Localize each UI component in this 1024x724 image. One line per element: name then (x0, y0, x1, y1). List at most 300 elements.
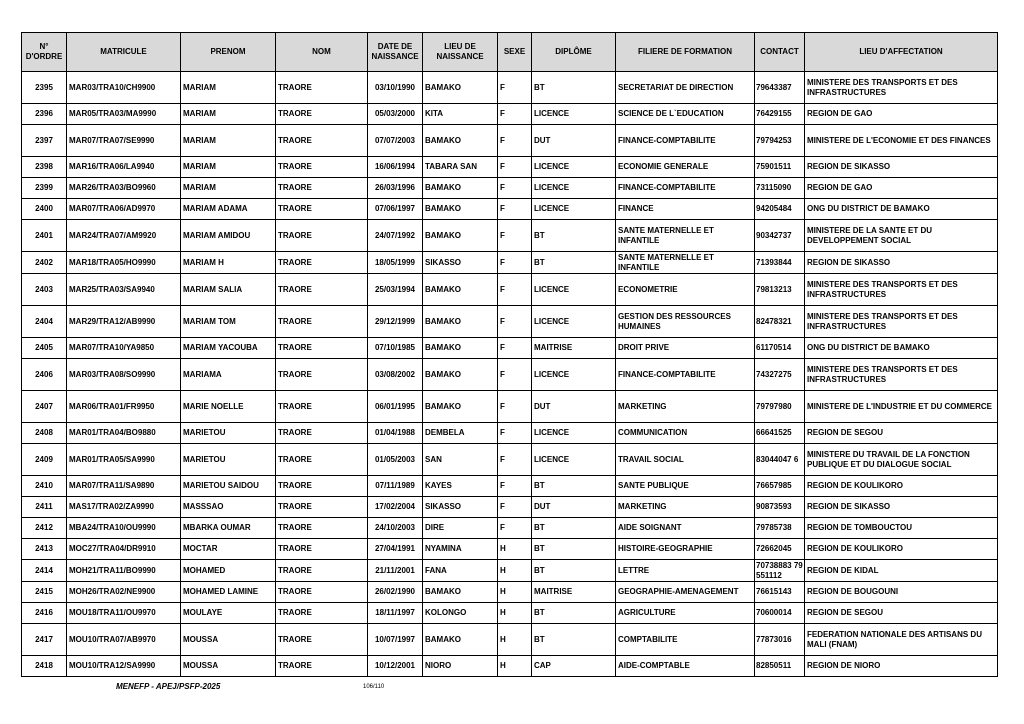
cell-prenom: MARIAM (181, 178, 276, 199)
cell-matricule: MOC27/TRA04/DR9910 (67, 539, 181, 560)
cell-lieu: BAMAKO (423, 306, 498, 338)
cell-nom: TRAORE (276, 603, 368, 624)
cell-filiere: TRAVAIL SOCIAL (616, 444, 755, 476)
cell-filiere: COMMUNICATION (616, 423, 755, 444)
cell-contact: 82478321 (755, 306, 805, 338)
cell-order: 2409 (22, 444, 67, 476)
cell-affectation: MINISTERE DES TRANSPORTS ET DES INFRASTRUCTURES (805, 306, 998, 338)
cell-sexe: H (498, 624, 532, 656)
cell-diplome: BT (532, 560, 616, 582)
cell-diplome: LICENCE (532, 444, 616, 476)
cell-matricule: MAR03/TRA10/CH9900 (67, 72, 181, 104)
cell-diplome: MAITRISE (532, 338, 616, 359)
cell-affectation: ONG DU DISTRICT DE BAMAKO (805, 199, 998, 220)
cell-nom: TRAORE (276, 444, 368, 476)
cell-date: 25/03/1994 (368, 274, 423, 306)
table-row (22, 560, 998, 582)
table-row (22, 274, 998, 306)
cell-date: 18/11/1997 (368, 603, 423, 624)
cell-affectation: REGION DE KOULIKORO (805, 476, 998, 497)
page-number: 106/110 (363, 684, 385, 690)
table-row (22, 306, 998, 338)
cell-prenom: MOUSSA (181, 656, 276, 677)
cell-affectation: REGION DE SEGOU (805, 603, 998, 624)
cell-prenom: MARIAM (181, 104, 276, 125)
cell-nom: TRAORE (276, 274, 368, 306)
cell-contact: 79785738 (755, 518, 805, 539)
cell-affectation: REGION DE SIKASSO (805, 157, 998, 178)
cell-sexe: F (498, 306, 532, 338)
cell-contact: 79797980 (755, 391, 805, 423)
cell-sexe: F (498, 497, 532, 518)
table-row (22, 444, 998, 476)
cell-date: 27/04/1991 (368, 539, 423, 560)
cell-order: 2396 (22, 104, 67, 125)
cell-affectation: REGION DE NIORO (805, 656, 998, 677)
table-row (22, 518, 998, 539)
cell-date: 01/04/1988 (368, 423, 423, 444)
table-row (22, 338, 998, 359)
cell-nom: TRAORE (276, 252, 368, 274)
cell-order: 2406 (22, 359, 67, 391)
cell-affectation: REGION DE BOUGOUNI (805, 582, 998, 603)
cell-affectation: REGION DE SIKASSO (805, 252, 998, 274)
cell-contact: 72662045 (755, 539, 805, 560)
cell-order: 2405 (22, 338, 67, 359)
cell-filiere: LETTRE (616, 560, 755, 582)
cell-diplome: DUT (532, 497, 616, 518)
cell-date: 10/07/1997 (368, 624, 423, 656)
cell-matricule: MAR16/TRA06/LA9940 (67, 157, 181, 178)
cell-order: 2413 (22, 539, 67, 560)
cell-filiere: ECONOMETRIE (616, 274, 755, 306)
cell-lieu: TABARA SAN (423, 157, 498, 178)
cell-prenom: MARIETOU (181, 423, 276, 444)
cell-lieu: BAMAKO (423, 72, 498, 104)
cell-filiere: SANTE MATERNELLE ET INFANTILE (616, 220, 755, 252)
cell-affectation: REGION DE KIDAL (805, 560, 998, 582)
table-header-row (22, 33, 998, 72)
cell-nom: TRAORE (276, 476, 368, 497)
cell-nom: TRAORE (276, 624, 368, 656)
cell-filiere: COMPTABILITE (616, 624, 755, 656)
cell-diplome: DUT (532, 391, 616, 423)
cell-contact: 76615143 (755, 582, 805, 603)
cell-nom: TRAORE (276, 539, 368, 560)
table-row (22, 125, 998, 157)
cell-affectation: MINISTERE DE LA SANTE ET DU DEVELOPPEMENT SOCIAL (805, 220, 998, 252)
cell-date: 18/05/1999 (368, 252, 423, 274)
cell-filiere: GESTION DES RESSOURCES HUMAINES (616, 306, 755, 338)
cell-filiere: FINANCE (616, 199, 755, 220)
cell-matricule: MAR01/TRA05/SA9990 (67, 444, 181, 476)
cell-filiere: DROIT PRIVE (616, 338, 755, 359)
cell-matricule: MOH26/TRA02/NE9900 (67, 582, 181, 603)
cell-sexe: F (498, 157, 532, 178)
cell-order: 2416 (22, 603, 67, 624)
cell-matricule: MAR24/TRA07/AM9920 (67, 220, 181, 252)
cell-matricule: MOU18/TRA11/OU9970 (67, 603, 181, 624)
cell-affectation: REGION DE TOMBOUCTOU (805, 518, 998, 539)
cell-date: 24/07/1992 (368, 220, 423, 252)
cell-filiere: ECONOMIE GENERALE (616, 157, 755, 178)
cell-matricule: MAS17/TRA02/ZA9990 (67, 497, 181, 518)
cell-contact: 66641525 (755, 423, 805, 444)
cell-contact: 79643387 (755, 72, 805, 104)
cell-contact: 70600014 (755, 603, 805, 624)
cell-matricule: MAR07/TRA07/SE9990 (67, 125, 181, 157)
table-row (22, 359, 998, 391)
cell-affectation: REGION DE SEGOU (805, 423, 998, 444)
cell-nom: TRAORE (276, 338, 368, 359)
cell-diplome: BT (532, 603, 616, 624)
cell-prenom: MARIAM (181, 72, 276, 104)
cell-order: 2414 (22, 560, 67, 582)
cell-filiere: GEOGRAPHIE-AMENAGEMENT (616, 582, 755, 603)
cell-order: 2395 (22, 72, 67, 104)
cell-contact: 82850511 (755, 656, 805, 677)
cell-lieu: BAMAKO (423, 359, 498, 391)
cell-matricule: MBA24/TRA10/OU9990 (67, 518, 181, 539)
cell-sexe: H (498, 582, 532, 603)
cell-affectation: MINISTERE DES TRANSPORTS ET DES INFRASTRUCTURES (805, 72, 998, 104)
cell-prenom: MARIAMA (181, 359, 276, 391)
table-row (22, 476, 998, 497)
table-row (22, 624, 998, 656)
header-date: DATE DE NAISSANCE (368, 33, 423, 72)
cell-diplome: MAITRISE (532, 582, 616, 603)
cell-nom: TRAORE (276, 178, 368, 199)
cell-lieu: KAYES (423, 476, 498, 497)
cell-lieu: BAMAKO (423, 582, 498, 603)
cell-prenom: MARIAM (181, 157, 276, 178)
cell-diplome: CAP (532, 656, 616, 677)
cell-diplome: BT (532, 72, 616, 104)
cell-matricule: MAR26/TRA03/BO9960 (67, 178, 181, 199)
cell-affectation: FEDERATION NATIONALE DES ARTISANS DU MALI (FNAM) (805, 624, 998, 656)
table-row (22, 391, 998, 423)
cell-nom: TRAORE (276, 306, 368, 338)
cell-lieu: BAMAKO (423, 125, 498, 157)
cell-order: 2410 (22, 476, 67, 497)
cell-contact: 79813213 (755, 274, 805, 306)
cell-prenom: MARIE NOELLE (181, 391, 276, 423)
cell-order: 2397 (22, 125, 67, 157)
cell-diplome: LICENCE (532, 359, 616, 391)
cell-contact: 76657985 (755, 476, 805, 497)
cell-prenom: MARIAM AMIDOU (181, 220, 276, 252)
cell-order: 2402 (22, 252, 67, 274)
table-row (22, 104, 998, 125)
cell-filiere: FINANCE-COMPTABILITE (616, 359, 755, 391)
table-row (22, 497, 998, 518)
cell-diplome: LICENCE (532, 199, 616, 220)
cell-matricule: MOU10/TRA12/SA9990 (67, 656, 181, 677)
cell-affectation: MINISTERE DE L'INDUSTRIE ET DU COMMERCE (805, 391, 998, 423)
cell-lieu: BAMAKO (423, 274, 498, 306)
cell-nom: TRAORE (276, 72, 368, 104)
cell-order: 2403 (22, 274, 67, 306)
header-affectation: LIEU D'AFFECTATION (805, 33, 998, 72)
cell-matricule: MAR07/TRA11/SA9890 (67, 476, 181, 497)
cell-nom: TRAORE (276, 157, 368, 178)
cell-prenom: MOHAMED (181, 560, 276, 582)
cell-contact: 70738883 79551112 (756, 560, 803, 580)
cell-lieu: BAMAKO (423, 220, 498, 252)
cell-diplome: LICENCE (532, 306, 616, 338)
cell-prenom: MOULAYE (181, 603, 276, 624)
cell-filiere: FINANCE-COMPTABILITE (616, 125, 755, 157)
cell-filiere: AGRICULTURE (616, 603, 755, 624)
cell-nom: TRAORE (276, 560, 368, 582)
cell-sexe: H (498, 560, 532, 582)
cell-date: 26/02/1990 (368, 582, 423, 603)
cell-date: 26/03/1996 (368, 178, 423, 199)
cell-date: 06/01/1995 (368, 391, 423, 423)
cell-prenom: MARIAM SALIA (181, 274, 276, 306)
cell-order: 2408 (22, 423, 67, 444)
table-row (22, 199, 998, 220)
table-row (22, 157, 998, 178)
cell-nom: TRAORE (276, 423, 368, 444)
cell-diplome: LICENCE (532, 104, 616, 125)
cell-contact: 76429155 (755, 104, 805, 125)
cell-contact: 73115090 (755, 178, 805, 199)
table-row (22, 72, 998, 104)
cell-affectation: MINISTERE DE L'ECONOMIE ET DES FINANCES (805, 125, 998, 157)
cell-date: 17/02/2004 (368, 497, 423, 518)
cell-date: 29/12/1999 (368, 306, 423, 338)
header-order: N° D'ORDRE (22, 33, 67, 72)
cell-nom: TRAORE (276, 125, 368, 157)
cell-sexe: F (498, 199, 532, 220)
cell-affectation: REGION DE KOULIKORO (805, 539, 998, 560)
cell-sexe: F (498, 220, 532, 252)
cell-lieu: SAN (423, 444, 498, 476)
cell-sexe: F (498, 391, 532, 423)
cell-order: 2412 (22, 518, 67, 539)
cell-diplome: BT (532, 252, 616, 274)
table-row (22, 252, 998, 274)
cell-diplome: BT (532, 220, 616, 252)
cell-matricule: MAR05/TRA03/MA9990 (67, 104, 181, 125)
cell-filiere: MARKETING (616, 391, 755, 423)
header-prenom: PRENOM (181, 33, 276, 72)
header-lieu: LIEU DE NAISSANCE (423, 33, 498, 72)
cell-diplome: BT (532, 539, 616, 560)
cell-order: 2404 (22, 306, 67, 338)
cell-nom: TRAORE (276, 359, 368, 391)
cell-date: 01/05/2003 (368, 444, 423, 476)
cell-nom: TRAORE (276, 518, 368, 539)
table-row (22, 220, 998, 252)
cell-prenom: MARIETOU (181, 444, 276, 476)
cell-nom: TRAORE (276, 582, 368, 603)
cell-nom: TRAORE (276, 220, 368, 252)
cell-order: 2400 (22, 199, 67, 220)
cell-sexe: F (498, 125, 532, 157)
header-matricule: MATRICULE (67, 33, 181, 72)
cell-matricule: MAR03/TRA08/SO9990 (67, 359, 181, 391)
cell-nom: TRAORE (276, 497, 368, 518)
cell-date: 21/11/2001 (368, 560, 423, 582)
cell-filiere: SCIENCE DE L`EDUCATION (616, 104, 755, 125)
cell-matricule: MAR01/TRA04/BO9880 (67, 423, 181, 444)
cell-sexe: H (498, 656, 532, 677)
cell-filiere: AIDE SOIGNANT (616, 518, 755, 539)
cell-sexe: F (498, 274, 532, 306)
cell-sexe: F (498, 252, 532, 274)
cell-sexe: F (498, 476, 532, 497)
cell-date: 07/11/1989 (368, 476, 423, 497)
cell-lieu: SIKASSO (423, 497, 498, 518)
cell-affectation: MINISTERE DES TRANSPORTS ET DES INFRASTRUCTURES (805, 359, 998, 391)
cell-date: 07/10/1985 (368, 338, 423, 359)
cell-prenom: MOHAMED LAMINE (181, 582, 276, 603)
cell-nom: TRAORE (276, 391, 368, 423)
cell-contact: 79794253 (755, 125, 805, 157)
cell-contact: 74327275 (755, 359, 805, 391)
cell-prenom: MARIAM (181, 125, 276, 157)
cell-contact: 71393844 (755, 252, 805, 274)
cell-diplome: BT (532, 476, 616, 497)
cell-order: 2415 (22, 582, 67, 603)
cell-sexe: F (498, 423, 532, 444)
cell-affectation: ONG DU DISTRICT DE BAMAKO (805, 338, 998, 359)
cell-lieu: DIRE (423, 518, 498, 539)
cell-filiere: SANTE PUBLIQUE (616, 476, 755, 497)
cell-filiere: SECRETARIAT DE DIRECTION (616, 72, 755, 104)
cell-diplome: DUT (532, 125, 616, 157)
cell-contact: 83044047 6 (755, 444, 805, 476)
cell-affectation: MINISTERE DES TRANSPORTS ET DES INFRASTRUCTURES (805, 274, 998, 306)
cell-lieu: NYAMINA (423, 539, 498, 560)
cell-matricule: MAR07/TRA06/AD9970 (67, 199, 181, 220)
cell-lieu: BAMAKO (423, 199, 498, 220)
cell-contact: 90342737 (755, 220, 805, 252)
cell-prenom: MARIETOU SAIDOU (181, 476, 276, 497)
cell-order: 2399 (22, 178, 67, 199)
cell-lieu: BAMAKO (423, 178, 498, 199)
cell-nom: TRAORE (276, 104, 368, 125)
cell-filiere: MARKETING (616, 497, 755, 518)
table-row (22, 539, 998, 560)
cell-affectation: MINISTERE DU TRAVAIL DE LA FONCTION PUBLIQUE ET DU DIALOGUE SOCIAL (805, 444, 998, 476)
cell-matricule: MOU10/TRA07/AB9970 (67, 624, 181, 656)
cell-date: 03/10/1990 (368, 72, 423, 104)
cell-order: 2407 (22, 391, 67, 423)
cell-order: 2398 (22, 157, 67, 178)
cell-contact: 90873593 (755, 497, 805, 518)
cell-lieu: KOLONGO (423, 603, 498, 624)
cell-sexe: F (498, 178, 532, 199)
header-diplome: DIPLÔME (532, 33, 616, 72)
cell-lieu: SIKASSO (423, 252, 498, 274)
cell-affectation: REGION DE GAO (805, 178, 998, 199)
cell-matricule: MAR06/TRA01/FR9950 (67, 391, 181, 423)
cell-prenom: MASSSAO (181, 497, 276, 518)
cell-date: 10/12/2001 (368, 656, 423, 677)
cell-diplome: LICENCE (532, 157, 616, 178)
cell-order: 2418 (22, 656, 67, 677)
cell-order: 2417 (22, 624, 67, 656)
cell-sexe: F (498, 72, 532, 104)
cell-sexe: F (498, 444, 532, 476)
cell-nom: TRAORE (276, 656, 368, 677)
table-row (22, 582, 998, 603)
cell-contact: 75901511 (755, 157, 805, 178)
cell-matricule: MAR29/TRA12/AB9990 (67, 306, 181, 338)
cell-diplome: LICENCE (532, 274, 616, 306)
cell-contact: 94205484 (755, 199, 805, 220)
cell-prenom: MARIAM ADAMA (181, 199, 276, 220)
header-filiere: FILIERE DE FORMATION (616, 33, 755, 72)
cell-date: 07/06/1997 (368, 199, 423, 220)
cell-date: 03/08/2002 (368, 359, 423, 391)
beneficiaries-table (21, 32, 998, 677)
cell-diplome: BT (532, 624, 616, 656)
cell-filiere: AIDE-COMPTABLE (616, 656, 755, 677)
cell-diplome: BT (532, 518, 616, 539)
cell-matricule: MAR07/TRA10/YA9850 (67, 338, 181, 359)
cell-prenom: MOUSSA (181, 624, 276, 656)
cell-filiere: SANTE MATERNELLE ET INFANTILE (616, 252, 755, 274)
cell-affectation: REGION DE SIKASSO (805, 497, 998, 518)
cell-matricule: MOH21/TRA11/BO9990 (67, 560, 181, 582)
cell-filiere: HISTOIRE-GEOGRAPHIE (616, 539, 755, 560)
cell-sexe: H (498, 539, 532, 560)
cell-order: 2411 (22, 497, 67, 518)
cell-filiere: FINANCE-COMPTABILITE (616, 178, 755, 199)
cell-lieu: BAMAKO (423, 391, 498, 423)
cell-lieu: DEMBELA (423, 423, 498, 444)
header-contact: CONTACT (755, 33, 805, 72)
cell-sexe: F (498, 338, 532, 359)
cell-matricule: MAR25/TRA03/SA9940 (67, 274, 181, 306)
cell-lieu: KITA (423, 104, 498, 125)
cell-contact: 61170514 (755, 338, 805, 359)
cell-diplome: LICENCE (532, 178, 616, 199)
cell-date: 16/06/1994 (368, 157, 423, 178)
cell-prenom: MOCTAR (181, 539, 276, 560)
cell-sexe: H (498, 603, 532, 624)
cell-date: 24/10/2003 (368, 518, 423, 539)
table-row (22, 603, 998, 624)
cell-lieu: NIORO (423, 656, 498, 677)
cell-sexe: F (498, 359, 532, 391)
table-row (22, 423, 998, 444)
cell-affectation: REGION DE GAO (805, 104, 998, 125)
cell-contact: 77873016 (755, 624, 805, 656)
table-row (22, 178, 998, 199)
footer-label: MENEFP - APEJ/PSFP-2025 (116, 682, 221, 691)
cell-order: 2401 (22, 220, 67, 252)
cell-prenom: MARIAM H (181, 252, 276, 274)
cell-diplome: LICENCE (532, 423, 616, 444)
cell-sexe: F (498, 104, 532, 125)
cell-lieu: BAMAKO (423, 338, 498, 359)
cell-matricule: MAR18/TRA05/HO9990 (67, 252, 181, 274)
cell-nom: TRAORE (276, 199, 368, 220)
header-nom: NOM (276, 33, 368, 72)
cell-prenom: MBARKA OUMAR (181, 518, 276, 539)
table-row (22, 656, 998, 677)
cell-lieu: BAMAKO (423, 624, 498, 656)
cell-sexe: F (498, 518, 532, 539)
cell-date: 07/07/2003 (368, 125, 423, 157)
cell-lieu: FANA (423, 560, 498, 582)
header-sexe: SEXE (498, 33, 532, 72)
